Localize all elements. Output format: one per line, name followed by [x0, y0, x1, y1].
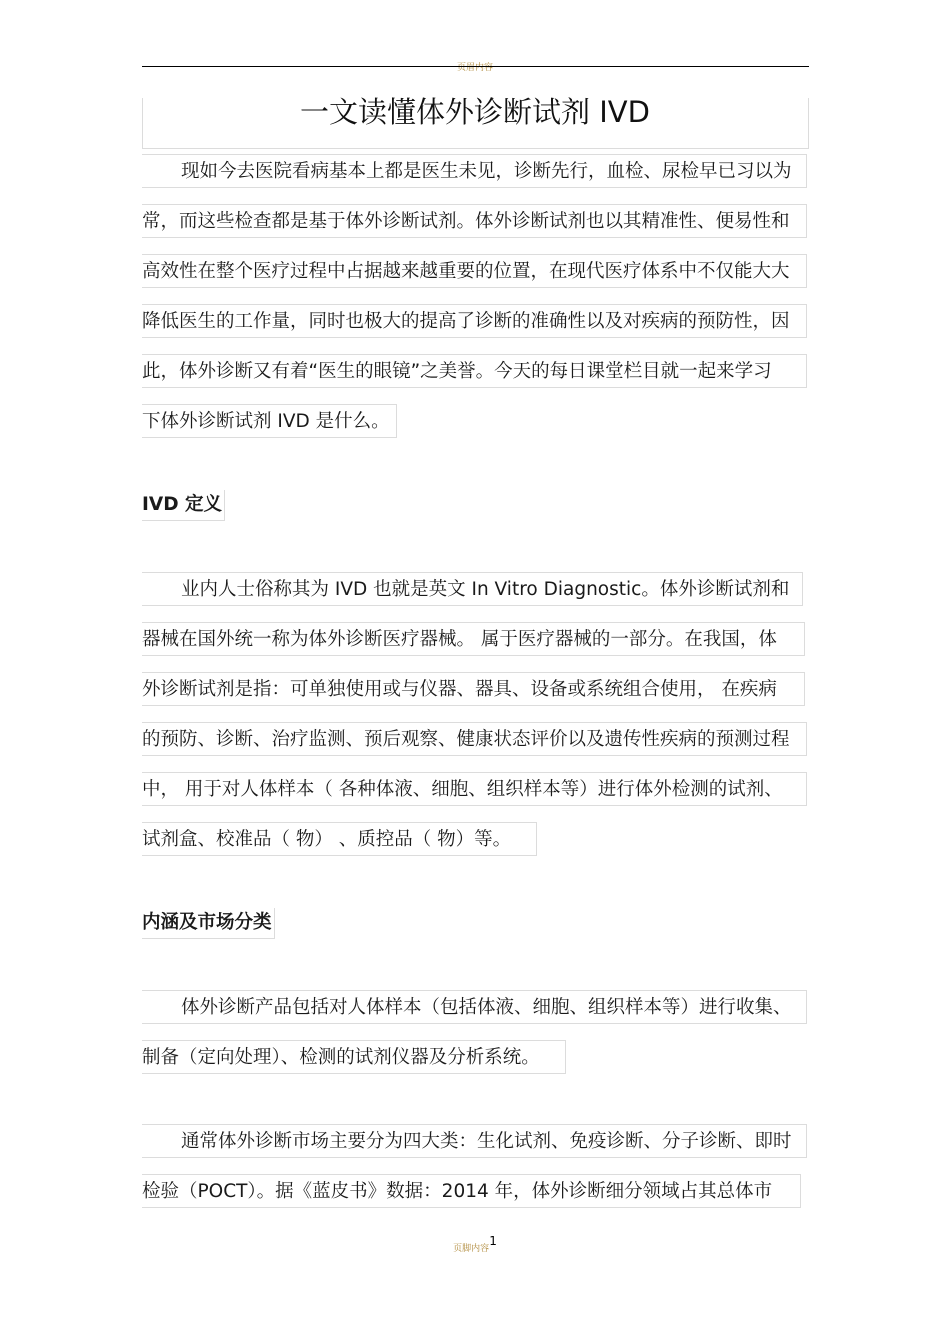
intro-line-4: 降低医生的工作量，同时也极大的提高了诊断的准确性以及对疾病的预防性，因 [142, 304, 807, 338]
section2-para1-line-1: 体外诊断产品包括对人体样本（包括体液、细胞、组织样本等）进行收集、 [142, 990, 807, 1024]
section1-line-4: 的预防、诊断、治疗监测、预后观察、健康状态评价以及遗传性疾病的预测过程 [142, 722, 807, 756]
section-heading-market-categories: 内涵及市场分类 [142, 908, 275, 939]
section1-line-3: 外诊断试剂是指：可单独使用或与仪器、器具、设备或系统组合使用， 在疾病 [142, 672, 805, 706]
intro-line-3: 高效性在整个医疗过程中占据越来越重要的位置，在现代医疗体系中不仅能大大 [142, 254, 807, 288]
section2-para1-line-2: 制备（定向处理）、检测的试剂仪器及分析系统。 [142, 1040, 566, 1074]
intro-line-2: 常，而这些检查都是基于体外诊断试剂。体外诊断试剂也以其精准性、便易性和 [142, 204, 807, 238]
page-header: 页眉内容 [456, 63, 493, 73]
footer-text: 页脚内容 [453, 1244, 490, 1254]
page-number: 1 [489, 1234, 497, 1248]
section-heading-ivd-definition: IVD 定义 [142, 490, 225, 521]
section1-line-2: 器械在国外统一称为体外诊断医疗器械。 属于医疗器械的一部分。在我国，体 [142, 622, 805, 656]
page-footer [0, 1236, 950, 1255]
section1-line-5: 中， 用于对人体样本（ 各种体液、细胞、组织样本等）进行体外检测的试剂、 [142, 772, 807, 806]
section2-para2-line-2: 检验（POCT）。据《蓝皮书》数据：2014 年，体外诊断细分领域占其总体市 [142, 1174, 801, 1208]
section2-para2-line-1: 通常体外诊断市场主要分为四大类：生化试剂、免疫诊断、分子诊断、即时 [142, 1124, 807, 1158]
section1-line-1: 业内人士俗称其为 IVD 也就是英文 In Vitro Diagnostic。体外诊断试剂和 [142, 572, 803, 606]
intro-line-5: 此，体外诊断又有着“医生的眼镜”之美誉。今天的每日课堂栏目就一起来学习 [142, 354, 807, 388]
intro-line-6: 下体外诊断试剂 IVD 是什么。 [142, 404, 397, 438]
section1-line-6: 试剂盒、校准品（ 物） 、质控品（ 物）等。 [142, 822, 537, 856]
header-rule [142, 66, 809, 67]
intro-line-1: 现如今去医院看病基本上都是医生未见，诊断先行，血检、尿检早已习以为 [142, 154, 807, 188]
document-title: 一文读懂体外诊断试剂 IVD [300, 95, 650, 129]
